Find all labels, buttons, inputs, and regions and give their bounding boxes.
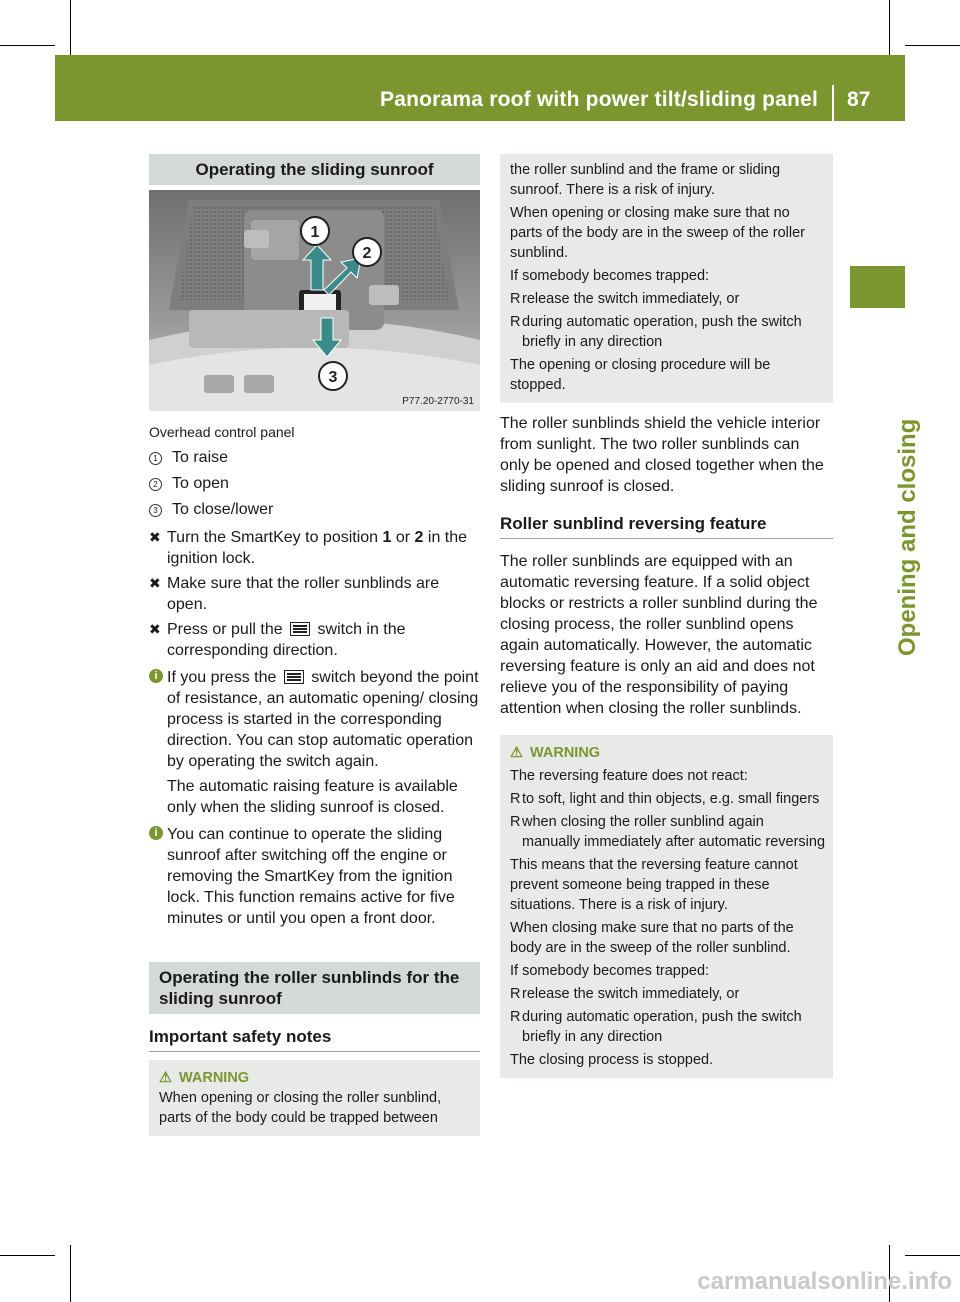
info-icon: i	[149, 669, 163, 683]
warning-header	[510, 743, 825, 763]
warning-text: the roller sunblind and the frame or sliding sunroof. There is a risk of injury.	[510, 162, 781, 198]
warning-text: The opening or closing procedure will be stopped.	[510, 357, 771, 393]
overhead-panel-photo	[149, 190, 480, 411]
crop-mark	[0, 1255, 55, 1256]
chapter-title-text: Opening and closing	[894, 418, 921, 656]
warning-text: The closing process is stopped.	[510, 1052, 714, 1068]
info-text: If you press the	[167, 669, 281, 686]
left-column	[149, 154, 480, 185]
body-paragraph: The roller sunblinds shield the vehicle interior from sunlight. The two roller sunblinds can only be opened and closed together when the sliding sunroof is closed.	[500, 415, 824, 495]
legend-number: 2	[149, 478, 162, 491]
warning-text: When opening or closing the roller sunblind, parts of the body could be trapped between	[159, 1090, 442, 1126]
crop-mark	[905, 45, 960, 46]
warning-box	[149, 1060, 480, 1136]
warning-bullet: R when closing the roller sunblind again manually immediately after automatic reversing	[510, 814, 826, 850]
section-title: Operating the roller sunblinds for the sliding sunroof	[149, 962, 480, 1014]
chapter-tab	[850, 266, 905, 308]
info-icon: i	[149, 826, 163, 840]
crop-mark	[70, 0, 71, 55]
image-caption: Overhead control panel	[149, 424, 295, 440]
warning-box-continued	[500, 154, 833, 403]
crop-mark	[70, 1245, 71, 1302]
position-1: 1	[382, 529, 392, 546]
legend-item	[149, 447, 480, 468]
switch-icon	[284, 670, 304, 684]
section-title: Operating the sliding sunroof	[149, 154, 480, 185]
right-column	[500, 154, 833, 1078]
warning-bullet: R release the switch immediately, or	[510, 986, 740, 1002]
legend-item	[149, 499, 480, 520]
crop-mark	[0, 45, 55, 46]
subsection-title: Important safety notes	[149, 1026, 480, 1052]
warning-bullet: R release the switch immediately, or	[510, 291, 740, 307]
warning-bullet: R during automatic operation, push the switch briefly in any direction	[510, 314, 802, 350]
callout-3: 3	[328, 369, 338, 386]
warning-text: When opening or closing make sure that no parts of the body are in the sweep of the roller sunblind.	[510, 205, 806, 261]
warning-text: The reversing feature does not react:	[510, 768, 748, 784]
legend-number: 3	[149, 504, 162, 517]
left-body	[149, 422, 480, 1136]
warning-text: This means that the reversing feature cannot prevent someone being trapped in these situations. There is a risk of injury.	[510, 857, 798, 913]
warning-label: WARNING	[530, 745, 601, 761]
step-text: Make sure that the roller sunblinds are open.	[167, 575, 440, 613]
page-header	[55, 55, 905, 121]
legend-text: To close/lower	[172, 501, 274, 518]
legend-number: 1	[149, 452, 162, 465]
overhead-panel-illustration	[149, 190, 480, 411]
watermark: carmanualsonline.info	[697, 1268, 952, 1295]
crop-mark	[905, 1255, 960, 1256]
info-note	[149, 667, 480, 818]
info-note	[149, 824, 480, 929]
warning-text: If somebody becomes trapped:	[510, 268, 710, 284]
header-divider	[832, 85, 834, 121]
warning-icon: ⚠	[159, 1070, 172, 1086]
warning-bullet: R to soft, light and thin objects, e.g. small fingers	[510, 791, 820, 807]
body-paragraph: The roller sunblinds are equipped with an automatic reversing feature. If a solid object blocks or restricts a roller sunblind during the closing process, the roller sunblind opens again automatically. However, the automatic reversing feature is only an aid and does not relieve you of the responsibility of paying attention when closing the roller sunblinds.	[500, 553, 818, 717]
step-item	[149, 619, 480, 661]
chapter-title	[850, 316, 921, 656]
warning-box	[500, 735, 833, 1078]
callout-2: 2	[362, 245, 372, 262]
step-arrow-icon: ✖	[149, 575, 161, 591]
step-arrow-icon: ✖	[149, 621, 161, 637]
step-item	[149, 573, 480, 615]
position-2: 2	[414, 529, 424, 546]
page-title: Panorama roof with power tilt/sliding panel	[380, 88, 818, 111]
step-arrow-icon: ✖	[149, 529, 161, 545]
warning-header	[159, 1068, 472, 1088]
step-item	[149, 527, 480, 569]
subsection-title: Roller sunblind reversing feature	[500, 513, 833, 539]
step-text: Turn the SmartKey to position	[167, 529, 383, 546]
step-text: or	[391, 529, 415, 546]
crop-mark	[889, 0, 890, 55]
info-text: switch beyond the point of resistance, an automatic opening/ closing process is started in the corresponding direction. You can stop automatic operation by operating the switch again.	[167, 669, 479, 770]
warning-text: If somebody becomes trapped:	[510, 963, 710, 979]
warning-text: When closing make sure that no parts of the body are in the sweep of the roller sunblind.	[510, 920, 794, 956]
legend-text: To raise	[172, 449, 229, 466]
step-text: switch in the corresponding direction.	[167, 621, 406, 659]
image-code: P77.20-2770-31	[402, 396, 474, 407]
warning-bullet: R during automatic operation, push the switch briefly in any direction	[510, 1009, 802, 1045]
legend-text: To open	[172, 475, 229, 492]
warning-icon: ⚠	[510, 745, 523, 761]
step-text: Press or pull the	[167, 621, 288, 638]
callout-1: 1	[310, 224, 320, 241]
step-text: in the ignition lock.	[167, 529, 468, 567]
legend-item	[149, 473, 480, 494]
info-text: You can continue to operate the sliding sunroof after switching off the engine or removing the SmartKey from the ignition lock. This function remains active for five minutes or until you open a front door.	[167, 826, 455, 927]
page-number: 87	[847, 88, 871, 111]
warning-label: WARNING	[179, 1070, 250, 1086]
switch-icon	[290, 622, 310, 636]
info-text: The automatic raising feature is available only when the sliding sunroof is closed.	[167, 778, 458, 816]
